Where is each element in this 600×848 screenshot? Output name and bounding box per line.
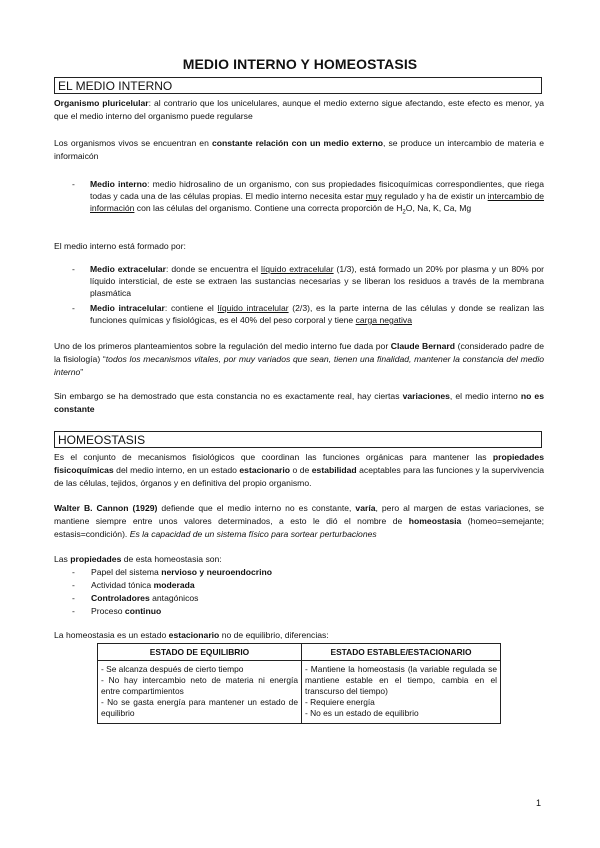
pr4-text: Proceso <box>91 606 125 616</box>
wc-t1: defiende que el medio interno no es constante, <box>157 503 356 513</box>
h1-mid1: del medio interno, en un estado <box>113 465 240 475</box>
h1-bold1: propiedades fisicoquímicas <box>54 452 544 475</box>
h1-mid2: o de <box>290 465 312 475</box>
mi-subscript: 2 <box>402 209 406 216</box>
p2-pre: Los organismos vivos se encuentran en <box>54 138 212 148</box>
paragraph-estacionario <box>54 629 544 642</box>
paragraph-claude-bernard <box>54 340 544 379</box>
table-header-estacionario: ESTADO ESTABLE/ESTACIONARIO <box>302 644 501 661</box>
comparison-table <box>97 643 501 724</box>
h1-post: aceptables para las funciones y la supervivencia de las células, tejidos, órganos y en definitiva del propio organismo. <box>54 465 544 488</box>
wc-bold2: varía <box>355 503 376 513</box>
mi-underline2: intercambio de información <box>90 191 545 213</box>
list-item-propiedad-3 <box>72 592 198 605</box>
section-heading-homeostasis: HOMEOSTASIS <box>54 431 542 448</box>
props-bold: propiedades <box>70 554 122 564</box>
term-medio-extracelular: Medio extracelular <box>90 264 167 274</box>
list-dash: - <box>72 567 75 577</box>
term-medio-interno: Medio interno <box>90 179 148 189</box>
cb-pre: Uno de los primeros planteamientos sobre la regulación del medio interno fue dada por <box>54 341 391 351</box>
list-dash: - <box>72 264 75 274</box>
mi-text1: : medio hidrosalino de un organismo, con sus propiedades fisicoquímicas correspondientes, que riega todas y cada una de las células propias. El medio interno necesita estar <box>90 179 544 201</box>
table-line: - Se alcanza después de cierto tiempo <box>101 664 244 674</box>
pr1-text: Papel del sistema <box>91 567 162 577</box>
page-number: 1 <box>536 798 542 808</box>
est-pre: La homeostasia es un estado <box>54 630 169 640</box>
var-bold2: no es constante <box>54 391 544 414</box>
paragraph-homeostasis-def <box>54 451 544 490</box>
cb-end: ” <box>80 367 84 377</box>
props-pre: Las <box>54 554 71 564</box>
table-cell-equilibrio <box>98 661 302 724</box>
wc-t3: (homeo=semejante; estasis=condición). <box>54 516 544 539</box>
cb-bold: Claude Bernard <box>390 341 455 351</box>
pr3-text: antagónicos <box>149 593 199 603</box>
est-bold: estacionario <box>168 630 220 640</box>
table-row <box>98 661 501 724</box>
section-heading-medio-interno: EL MEDIO INTERNO <box>54 77 542 94</box>
list-dash: - <box>72 179 75 189</box>
cb-quote: todos los mecanismos vitales, por muy variados que sean, tienen una finalidad, mantener la constancia del medio interno <box>54 354 545 377</box>
wc-bold3: homeostasia <box>408 516 462 526</box>
pr3-bold: Controladores <box>91 593 150 603</box>
p2-post: , se produce un intercambio de materia e informaicón <box>54 138 544 161</box>
mi-text3: con las células del organismo. Contiene una correcta proporción de H <box>134 203 403 213</box>
mi-underline1: muy <box>365 191 382 201</box>
table-header-row <box>98 644 501 661</box>
paragraph-formed-by: El medio interno está formado por: <box>54 241 186 251</box>
term-organismo-pluricelular: Organismo pluricelular <box>54 98 149 108</box>
wc-bold: Walter B. Cannon (1929) <box>54 503 158 513</box>
list-dash: - <box>72 580 75 590</box>
list-dash: - <box>72 303 75 313</box>
me-text1: : donde se encuentra el <box>166 264 261 274</box>
p1-text: : al contrario que los unicelulares, aunque el medio externo sigue afectando, este efecto es menor, ya que el medio interno del organismo puede regularse <box>54 98 545 121</box>
list-item-propiedad-4 <box>72 605 161 618</box>
paragraph-organismo-pluricelular <box>54 97 544 123</box>
list-item-propiedad-1 <box>72 566 272 579</box>
var-bold1: variaciones <box>402 391 450 401</box>
list-text <box>90 178 544 219</box>
est-post: no de equilibrio, diferencias: <box>219 630 329 640</box>
paragraph-walter-cannon <box>54 502 544 541</box>
var-mid: , el medio interno <box>449 391 521 401</box>
wc-italic: Es la capacidad de un sistema físico para sortear perturbaciones <box>129 529 377 539</box>
pr4-bold: continuo <box>124 606 162 616</box>
var-pre: Sin embargo se ha demostrado que esta constancia no es exactamente real, hay ciertas <box>54 391 403 401</box>
mint-text2: (2/3), es la parte interna de las células y donde se realizan las funciones químicas y fisiológicas, es el 40% del peso corporal y tiene <box>90 303 545 325</box>
pr2-text: Actividad tónica <box>91 580 154 590</box>
table-line: - No se gasta energía para mantener un estado de equilibrio <box>101 697 298 718</box>
mi-text4: O, Na, K, Ca, Mg <box>405 203 472 213</box>
list-item-propiedad-2 <box>72 579 195 592</box>
table-header-equilibrio: ESTADO DE EQUILIBRIO <box>98 644 302 661</box>
list-dash: - <box>72 606 75 616</box>
table-line: - Mantiene la homeostasis (la variable regulada se mantiene estable en el tiempo, cambia en el transcurso del tiempo) <box>305 664 497 696</box>
props-post: de esta homeostasia son: <box>121 554 222 564</box>
h1-bold2: estacionario <box>239 465 291 475</box>
me-underline: líquido extracelular <box>260 264 334 274</box>
mint-underline2: carga negativa <box>355 315 412 325</box>
page-title: MEDIO INTERNO Y HOMEOSTASIS <box>182 56 418 72</box>
p2-bold: constante relación con un medio externo <box>211 138 383 148</box>
table-line: - Requiere energía <box>305 697 375 707</box>
paragraph-propiedades <box>54 553 544 566</box>
table-line: - No es un estado de equilibrio <box>305 708 419 718</box>
table-line: - No hay intercambio neto de materia ni energía entre compartimientos <box>101 675 298 696</box>
mi-text2: regulado y ha de existir un <box>382 191 488 201</box>
term-medio-intracelular: Medio intracelular <box>90 303 165 313</box>
cb-mid: (considerado padre de la fisiología) “ <box>54 341 544 364</box>
pr2-bold: moderada <box>153 580 195 590</box>
mint-underline1: líquido intracelular <box>217 303 289 313</box>
list-text <box>90 302 544 326</box>
list-dash: - <box>72 593 75 603</box>
paragraph-variaciones <box>54 390 544 416</box>
pr1-bold: nervioso y neuroendocrino <box>161 567 273 577</box>
h1-bold3: estabilidad <box>311 465 357 475</box>
h1-pre: Es el conjunto de mecanismos fisiológicos que coordinan las funciones orgánicas para mantener las <box>54 452 493 462</box>
mint-text1: : contiene el <box>164 303 218 313</box>
wc-t2: , pero al margen de estas variaciones, se mantiene siempre entre unos valores determinados, a esto le dió el nombre de <box>54 503 544 526</box>
table-cell-estacionario <box>302 661 501 724</box>
paragraph-relacion-medio-externo <box>54 137 544 163</box>
me-text2: (1/3), está formado un 20% por plasma y un 80% por líquido intersticial, de este se extraen las sustancias necesarias y se liberan los residuos a través de la membrana plasmática <box>90 264 545 298</box>
list-text <box>90 263 544 299</box>
